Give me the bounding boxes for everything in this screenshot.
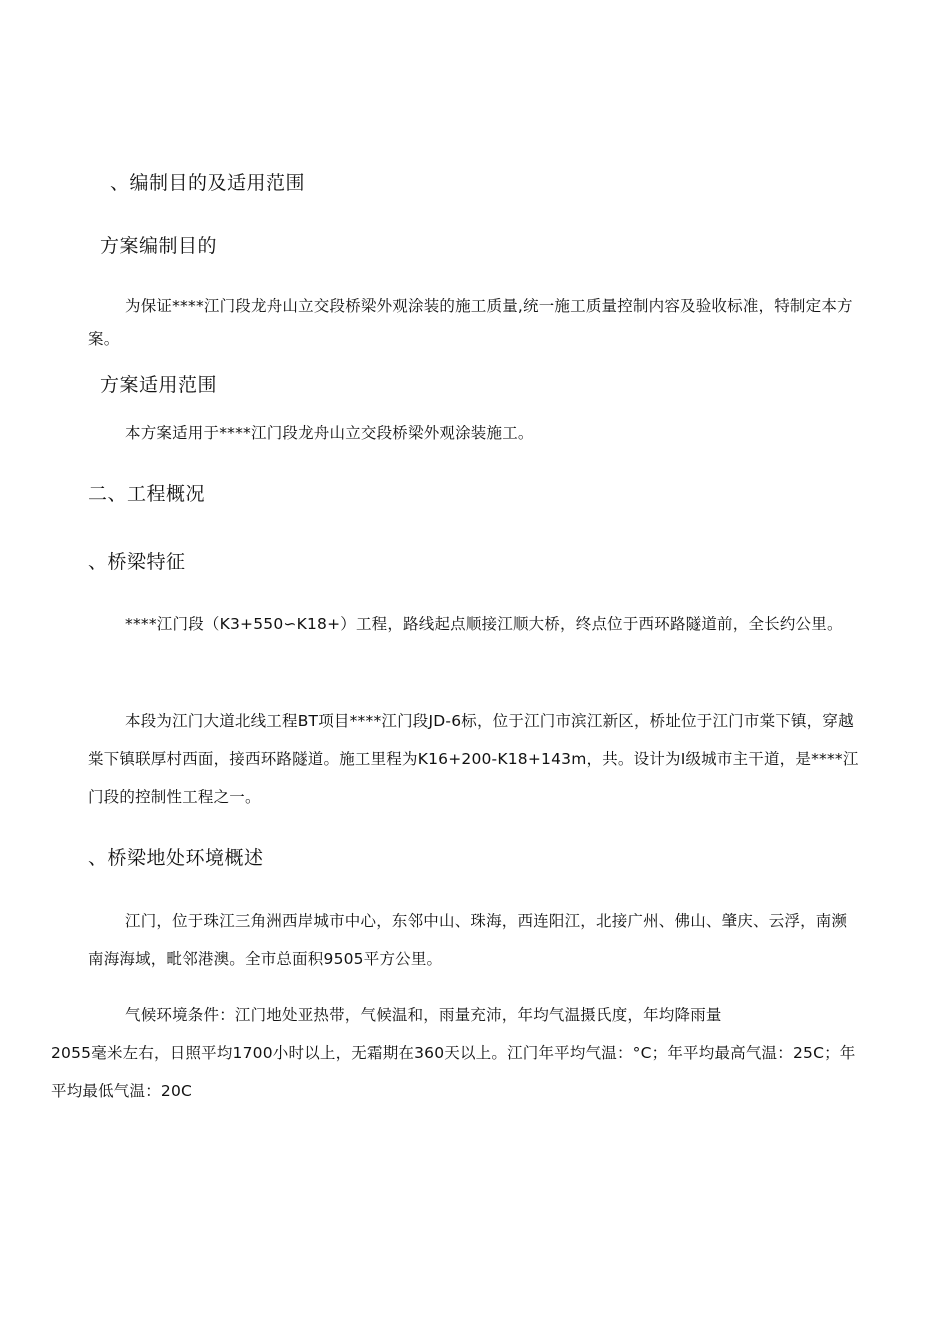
paragraph-geography: 江门，位于珠江三角洲西岸城市中心，东邻中山、珠海，西连阳江，北接广州、佛山、肇庆、云浮，南濒南海海域，毗邻港澳。全市总面积9505平方公里。 bbox=[88, 912, 848, 968]
subheading-scope: 方案适用范围 bbox=[100, 374, 218, 396]
paragraph-climate-line1: 气候环境条件：江门地处亚热带，气候温和，雨量充沛，年均气温摄氏度，年均降雨量 bbox=[125, 1006, 722, 1024]
paragraph-bridge-route: ****江门段（K3+550∽K18+）工程，路线起点顺接江顺大桥，终点位于西环路隧道前，全长约公里。 bbox=[125, 615, 843, 633]
paragraph-climate-rest: 2055毫米左右，日照平均1700小时以上，无霜期在360天以上。江门年平均气温：°C；年平均最高气温：25C；年平均最低气温：20C bbox=[51, 1044, 856, 1100]
paragraph-purpose: 为保证****江门段龙舟山立交段桥梁外观涂装的施工质量,统一施工质量控制内容及验收标准，特制定本方案。 bbox=[88, 297, 853, 348]
subheading-bridge-features: 、桥梁特征 bbox=[88, 551, 186, 573]
paragraph-climate bbox=[51, 996, 860, 1110]
subheading-environment: 、桥梁地处环境概述 bbox=[88, 847, 264, 869]
paragraph-bridge-location: 本段为江门大道北线工程BT项目****江门段JD-6标，位于江门市滨江新区，桥址位于江门市棠下镇，穿越棠下镇联厚村西面，接西环路隧道。施工里程为K16+200-K18+143m，共。设计为Ⅰ级城市主干道，是****江门段的控制性工程之一。 bbox=[88, 712, 859, 806]
subheading-purpose: 方案编制目的 bbox=[100, 235, 218, 257]
section-heading-overview: 二、工程概况 bbox=[88, 483, 206, 505]
paragraph-scope: 本方案适用于****江门段龙舟山立交段桥梁外观涂装施工。 bbox=[125, 424, 534, 442]
section-heading-purpose-scope: 、编制目的及适用范围 bbox=[110, 172, 306, 194]
